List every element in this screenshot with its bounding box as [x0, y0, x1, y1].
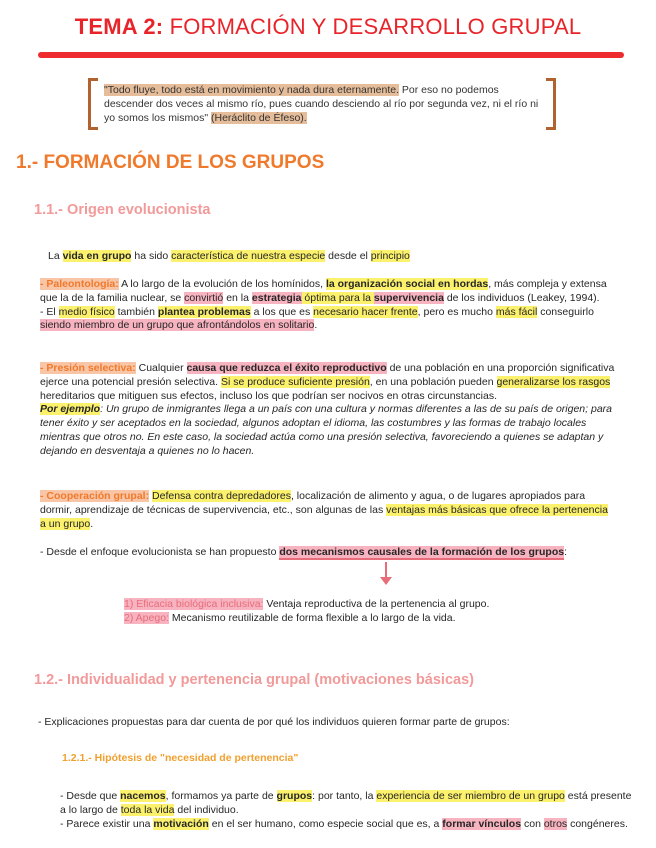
quote-highlight: "Todo fluye, todo está en movimiento y nada dura eternamente.: [104, 84, 399, 96]
text-run: , más compleja y extensa que la de la familia nuclear, se: [40, 278, 607, 304]
highlight-text: experiencia de ser miembro de un grupo: [376, 790, 565, 802]
mechanism-label: 1) Eficacia biológica inclusiva:: [124, 598, 264, 610]
text-run: - Desde que: [60, 790, 121, 802]
page-title: [0, 14, 656, 40]
highlight-text: generalizarse los rasgos: [496, 375, 611, 388]
subsection-heading: 1.2.- Individualidad y pertenencia grupal (motivaciones básicas): [34, 672, 474, 688]
highlight-text: principio: [370, 250, 410, 262]
list-item: [124, 598, 604, 612]
list-item: [124, 612, 604, 626]
highlight-text: supervivencia: [373, 291, 444, 304]
text-run: La: [48, 250, 63, 262]
text-run: en el ser humano, como especie social que es, a: [208, 817, 443, 830]
explanations-paragraph: - Explicaciones propuestas para dar cuenta de por qué los individuos quieren formar parte de grupos:: [38, 716, 510, 728]
highlight-text: siendo miembro de un grupo que afrontándolos en solitario: [40, 319, 315, 332]
text-run: - Desde el enfoque evolucionista se han propuesto: [40, 546, 280, 558]
highlight-text: dos mecanismos causales de la formación de los grupos: [279, 546, 565, 558]
highlight-text: necesario hacer frente: [313, 305, 418, 318]
text-run: , formamos ya parte de: [165, 790, 277, 802]
text-run: congéneres.: [567, 817, 628, 830]
arrow-head-icon: [380, 577, 392, 585]
text-run: hereditarios que mitiguen sus efectos, incluso los que podrían ser nocivos en otras circunstancias.: [40, 389, 497, 402]
quote-bracket-left: [88, 78, 98, 130]
text-run: .: [314, 319, 318, 332]
mechanisms-list: [124, 598, 604, 626]
text-run: Cualquier: [135, 362, 187, 374]
highlight-text: nacemos: [120, 790, 166, 802]
highlight-text: ventajas más básicas que ofrece la pertenencia a un grupo: [40, 503, 608, 530]
highlight-text: toda la vida: [120, 803, 175, 816]
text-run: A lo largo de la evolución de los homínidos,: [118, 278, 326, 290]
mechanism-text: Ventaja reproductiva de la pertenencia al grupo.: [263, 598, 490, 610]
text-run: : por tanto, la: [312, 790, 377, 802]
selective-pressure-paragraph: [40, 362, 615, 459]
selective-pressure-label: - Presión selectiva:: [40, 362, 136, 374]
subsection-heading: 1.1.- Origen evolucionista: [34, 202, 211, 218]
belonging-paragraph: [60, 790, 635, 831]
highlight-text: vida en grupo: [62, 250, 132, 262]
quote-author: (Heráclito de Éfeso).: [211, 112, 307, 124]
text-run: .: [90, 517, 94, 530]
text-run: - El: [40, 305, 59, 318]
highlight-text: estrategia: [251, 291, 302, 304]
text-run: de una población en una proporción significativa ejerce una potencial presión selectiva.: [40, 362, 615, 388]
paleontology-paragraph: [40, 278, 615, 333]
quote-bracket-right: [546, 78, 556, 130]
mechanism-label: 2) Apego:: [124, 611, 169, 624]
highlight-text: formar vínculos: [442, 817, 522, 830]
text-run: , en una población pueden: [369, 375, 497, 388]
title-divider: [38, 52, 624, 58]
highlight-text: motivación: [153, 817, 209, 830]
quote-body: Por eso no podemos descender dos veces al mismo río, pues cuando desciendo al río por segunda vez, ni el río ni yo somos los mismos": [104, 84, 539, 124]
section-heading: 1.- FORMACIÓN DE LOS GRUPOS: [16, 152, 325, 173]
highlight-text: característica de nuestra especie: [171, 250, 326, 262]
text-run: ha sido: [131, 250, 172, 262]
text-run: de los individuos (Leakey, 1994).: [443, 291, 600, 304]
evolutionary-approach-paragraph: [40, 546, 615, 560]
highlight-text: medio físico: [58, 305, 115, 318]
text-run: , localización de alimento y agua, o de lugares apropiados para dormir, aprendizaje de técnicas de supervivencia, etc., son algunas de las: [40, 490, 586, 516]
text-run: conseguirlo: [537, 305, 594, 318]
highlight-text: óptima para la: [301, 291, 374, 304]
text-run: , pero es mucho: [417, 305, 496, 318]
intro-paragraph: [48, 250, 608, 264]
text-run: con: [521, 817, 544, 830]
text-run: desde el: [325, 250, 371, 262]
mechanism-text: Mecanismo reutilizable de forma flexible a lo largo de la vida.: [168, 611, 456, 624]
highlight-text: la organización social en hordas: [325, 278, 489, 290]
highlight-text: otros: [543, 817, 568, 830]
quote-text: [104, 83, 544, 125]
title-text: FORMACIÓN Y DESARROLLO GRUPAL: [163, 14, 582, 39]
highlight-text: plantea problemas: [157, 305, 251, 318]
text-run: en la: [223, 291, 252, 304]
text-run: :: [564, 546, 568, 558]
cooperation-label: - Cooperación grupal:: [40, 490, 150, 502]
paleontology-label: - Paleontología:: [40, 278, 119, 290]
text-run: del individuo.: [174, 803, 239, 816]
example-text: : Un grupo de inmigrantes llega a un país con una cultura y normas diferentes a las de su país de origen; para tener éxito y ser aceptados en la sociedad, algunos adoptan el idioma, las costumbres y las formas de trabajo locales mientras que otros no. En este caso, la sociedad actúa como una presión selectiva, favoreciendo a quienes se adaptan y dejando en desventaja a quienes no lo hacen.: [40, 403, 612, 457]
text-run: a los que es: [250, 305, 314, 318]
highlight-text: más fácil: [495, 305, 538, 318]
highlight-text: Si se produce suficiente presión: [220, 375, 370, 388]
text-run: - Parece existir una: [60, 817, 154, 830]
quote-block: [88, 78, 556, 130]
subsubsection-heading: 1.2.1.- Hipótesis de "necesidad de pertenencia": [62, 752, 299, 764]
highlight-text: grupos: [276, 790, 313, 802]
highlight-text: Defensa contra depredadores: [152, 490, 291, 502]
text-run: también: [114, 305, 158, 318]
example-label: Por ejemplo: [40, 403, 101, 416]
text-run: está presente a lo largo de: [60, 790, 632, 816]
highlight-text: convirtió: [184, 291, 224, 304]
highlight-text: causa que reduzca el éxito reproductivo: [186, 362, 387, 374]
cooperation-paragraph: [40, 490, 615, 531]
title-prefix: TEMA 2:: [74, 14, 164, 39]
